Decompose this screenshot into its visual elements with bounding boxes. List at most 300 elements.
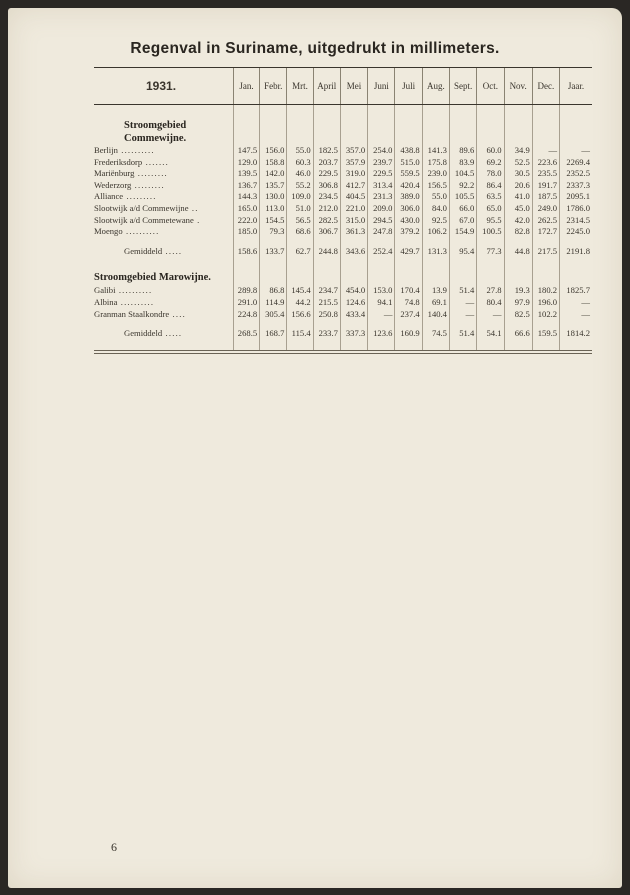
value-cell: 55.0: [422, 191, 449, 203]
value-cell: 114.9: [260, 297, 287, 309]
empty-cell: [477, 269, 504, 285]
value-cell: 231.3: [368, 191, 395, 203]
month-header: Febr.: [260, 68, 287, 105]
spacer: [94, 105, 233, 120]
value-cell: 83.9: [449, 157, 476, 169]
avg-value-cell: 268.5: [233, 328, 259, 340]
value-cell: 86.4: [477, 180, 504, 192]
value-cell: —: [560, 309, 592, 321]
value-cell: 105.5: [449, 191, 476, 203]
empty-cell: [532, 320, 559, 328]
empty-cell: [233, 340, 259, 350]
value-cell: 389.0: [395, 191, 422, 203]
value-cell: —: [560, 297, 592, 309]
empty-cell: [477, 320, 504, 328]
empty-cell: [260, 257, 287, 269]
value-cell: 86.8: [260, 285, 287, 297]
section-title: Stroomgebied: [124, 120, 187, 131]
value-cell: 154.5: [260, 215, 287, 227]
station-name: Mariënburg .........: [94, 168, 168, 179]
empty-cell: [395, 132, 422, 145]
empty-cell: [233, 132, 259, 145]
value-cell: 357.9: [340, 157, 367, 169]
value-cell: 66.0: [449, 203, 476, 215]
value-cell: 136.7: [233, 180, 259, 192]
value-cell: 102.2: [532, 309, 559, 321]
empty-cell: [368, 238, 395, 246]
value-cell: 170.4: [395, 285, 422, 297]
value-cell: —: [560, 145, 592, 157]
section-title-row: [94, 269, 592, 285]
value-cell: 55.2: [287, 180, 313, 192]
value-cell: 67.0: [449, 215, 476, 227]
value-cell: 306.8: [313, 180, 340, 192]
empty-cell: [504, 340, 532, 350]
empty-cell: [532, 269, 559, 285]
value-cell: 52.5: [504, 157, 532, 169]
value-cell: 82.8: [504, 226, 532, 238]
empty-cell: [313, 320, 340, 328]
empty-cell: [422, 320, 449, 328]
header-row: [94, 68, 592, 105]
value-cell: —: [368, 309, 395, 321]
empty-cell: [395, 119, 422, 132]
value-cell: 34.9: [504, 145, 532, 157]
spacer: [94, 340, 233, 350]
empty-cell: [287, 119, 313, 132]
empty-cell: [340, 119, 367, 132]
month-header: Juli: [395, 68, 422, 105]
empty-cell: [477, 238, 504, 246]
value-cell: 239.7: [368, 157, 395, 169]
value-cell: 154.9: [449, 226, 476, 238]
empty-cell: [560, 340, 592, 350]
table-row: [94, 285, 592, 297]
year-header: 1931.: [94, 68, 233, 105]
empty-cell: [477, 119, 504, 132]
empty-cell: [340, 269, 367, 285]
value-cell: 229.5: [368, 168, 395, 180]
value-cell: 237.4: [395, 309, 422, 321]
station-name: Wederzorg .........: [94, 179, 165, 190]
empty-cell: [395, 269, 422, 285]
empty-cell: [395, 340, 422, 350]
empty-cell: [233, 105, 259, 120]
value-cell: 180.2: [532, 285, 559, 297]
month-header: Mrt.: [287, 68, 313, 105]
value-cell: 2352.5: [560, 168, 592, 180]
value-cell: 60.3: [287, 157, 313, 169]
empty-cell: [313, 340, 340, 350]
empty-cell: [340, 340, 367, 350]
empty-cell: [504, 269, 532, 285]
empty-cell: [449, 257, 476, 269]
value-cell: 182.5: [313, 145, 340, 157]
empty-cell: [368, 269, 395, 285]
value-cell: 185.0: [233, 226, 259, 238]
avg-value-cell: 233.7: [313, 328, 340, 340]
value-cell: 139.5: [233, 168, 259, 180]
value-cell: 113.0: [260, 203, 287, 215]
value-cell: 247.8: [368, 226, 395, 238]
value-cell: 319.0: [340, 168, 367, 180]
value-cell: 56.5: [287, 215, 313, 227]
page-number: 6: [111, 840, 117, 854]
empty-cell: [368, 340, 395, 350]
value-cell: 104.5: [449, 168, 476, 180]
empty-cell: [504, 320, 532, 328]
value-cell: 234.7: [313, 285, 340, 297]
value-cell: 239.0: [422, 168, 449, 180]
value-cell: 100.5: [477, 226, 504, 238]
value-cell: 187.5: [532, 191, 559, 203]
empty-cell: [313, 132, 340, 145]
empty-cell: [313, 269, 340, 285]
value-cell: 313.4: [368, 180, 395, 192]
avg-value-cell: 1814.2: [560, 328, 592, 340]
empty-cell: [340, 105, 367, 120]
value-cell: 379.2: [395, 226, 422, 238]
empty-cell: [260, 238, 287, 246]
value-cell: 147.5: [233, 145, 259, 157]
section-title: Stroomgebied Marowijne.: [94, 271, 211, 283]
table-row: [94, 297, 592, 309]
empty-cell: [395, 320, 422, 328]
avg-value-cell: 74.5: [422, 328, 449, 340]
value-cell: 222.0: [233, 215, 259, 227]
table-row: [94, 180, 592, 192]
empty-cell: [340, 320, 367, 328]
value-cell: 156.5: [422, 180, 449, 192]
value-cell: 191.7: [532, 180, 559, 192]
empty-cell: [422, 340, 449, 350]
avg-value-cell: 51.4: [449, 328, 476, 340]
empty-cell: [560, 132, 592, 145]
station-name: Frederiksdorp .......: [94, 156, 170, 167]
value-cell: 2314.5: [560, 215, 592, 227]
empty-cell: [532, 340, 559, 350]
empty-cell: [260, 320, 287, 328]
empty-cell: [260, 105, 287, 120]
table-row: [94, 191, 592, 203]
empty-cell: [313, 238, 340, 246]
empty-cell: [449, 238, 476, 246]
value-cell: 165.0: [233, 203, 259, 215]
value-cell: 212.0: [313, 203, 340, 215]
avg-value-cell: 123.6: [368, 328, 395, 340]
avg-value-cell: 54.1: [477, 328, 504, 340]
spacer-row: [94, 257, 592, 269]
value-cell: 74.8: [395, 297, 422, 309]
value-cell: 1786.0: [560, 203, 592, 215]
empty-cell: [477, 340, 504, 350]
empty-cell: [287, 105, 313, 120]
value-cell: 249.0: [532, 203, 559, 215]
empty-cell: [233, 269, 259, 285]
empty-cell: [449, 269, 476, 285]
value-cell: 42.0: [504, 215, 532, 227]
spacer: [94, 320, 233, 328]
value-cell: 203.7: [313, 157, 340, 169]
value-cell: 2245.0: [560, 226, 592, 238]
station-name: Galibi ..........: [94, 285, 153, 296]
page-title: Regenval in Suriname, uitgedrukt in millimeters.: [130, 40, 500, 57]
empty-cell: [560, 269, 592, 285]
value-cell: 433.4: [340, 309, 367, 321]
station-name: Gemiddeld .....: [124, 328, 183, 339]
table-row: [94, 168, 592, 180]
value-cell: 438.8: [395, 145, 422, 157]
avg-value-cell: 343.6: [340, 246, 367, 258]
empty-cell: [449, 119, 476, 132]
month-header: Jan.: [233, 68, 259, 105]
avg-value-cell: 158.6: [233, 246, 259, 258]
empty-cell: [422, 269, 449, 285]
value-cell: 20.6: [504, 180, 532, 192]
value-cell: 51.0: [287, 203, 313, 215]
avg-value-cell: 44.8: [504, 246, 532, 258]
value-cell: 229.5: [313, 168, 340, 180]
value-cell: 142.0: [260, 168, 287, 180]
station-name: Moengo ..........: [94, 226, 160, 237]
empty-cell: [477, 132, 504, 145]
value-cell: 291.0: [233, 297, 259, 309]
empty-cell: [287, 132, 313, 145]
avg-value-cell: 159.5: [532, 328, 559, 340]
empty-cell: [368, 105, 395, 120]
avg-value-cell: 62.7: [287, 246, 313, 258]
station-name: Slootwijk a/d Commewijne ..: [94, 202, 199, 213]
avg-value-cell: 95.4: [449, 246, 476, 258]
value-cell: 27.8: [477, 285, 504, 297]
value-cell: 13.9: [422, 285, 449, 297]
empty-cell: [449, 132, 476, 145]
empty-cell: [287, 269, 313, 285]
avg-value-cell: 429.7: [395, 246, 422, 258]
value-cell: —: [449, 309, 476, 321]
station-name: Slootwijk a/d Commetewane .: [94, 214, 201, 225]
value-cell: 404.5: [340, 191, 367, 203]
value-cell: 55.0: [287, 145, 313, 157]
value-cell: 2337.3: [560, 180, 592, 192]
value-cell: 141.3: [422, 145, 449, 157]
value-cell: 51.4: [449, 285, 476, 297]
empty-cell: [260, 340, 287, 350]
table-row: [94, 203, 592, 215]
empty-cell: [560, 105, 592, 120]
avg-value-cell: 2191.8: [560, 246, 592, 258]
section-title: Commewijne.: [124, 133, 187, 144]
spacer: [94, 238, 233, 246]
month-header: Juni: [368, 68, 395, 105]
empty-cell: [233, 119, 259, 132]
month-header: Sept.: [449, 68, 476, 105]
value-cell: 124.6: [340, 297, 367, 309]
value-cell: 172.7: [532, 226, 559, 238]
value-cell: 289.8: [233, 285, 259, 297]
value-cell: 306.0: [395, 203, 422, 215]
value-cell: 156.0: [260, 145, 287, 157]
avg-value-cell: 337.3: [340, 328, 367, 340]
section-title-row: [94, 119, 592, 132]
value-cell: 221.0: [340, 203, 367, 215]
value-cell: 515.0: [395, 157, 422, 169]
empty-cell: [233, 238, 259, 246]
value-cell: 175.8: [422, 157, 449, 169]
value-cell: 282.5: [313, 215, 340, 227]
empty-cell: [422, 105, 449, 120]
avg-value-cell: 217.5: [532, 246, 559, 258]
empty-cell: [313, 105, 340, 120]
value-cell: 44.2: [287, 297, 313, 309]
empty-cell: [368, 320, 395, 328]
table-bottom-rule: [94, 350, 592, 351]
empty-cell: [260, 132, 287, 145]
value-cell: 196.0: [532, 297, 559, 309]
empty-cell: [560, 238, 592, 246]
value-cell: 156.6: [287, 309, 313, 321]
avg-value-cell: 133.7: [260, 246, 287, 258]
value-cell: 80.4: [477, 297, 504, 309]
value-cell: 106.2: [422, 226, 449, 238]
empty-cell: [368, 257, 395, 269]
value-cell: 19.3: [504, 285, 532, 297]
spacer-row: [94, 340, 592, 350]
value-cell: 224.8: [233, 309, 259, 321]
table-row: [94, 309, 592, 321]
value-cell: 420.4: [395, 180, 422, 192]
spacer: [94, 257, 233, 269]
avg-value-cell: 244.8: [313, 246, 340, 258]
value-cell: 209.0: [368, 203, 395, 215]
station-name: Alliance .........: [94, 191, 157, 202]
empty-cell: [260, 269, 287, 285]
value-cell: 60.0: [477, 145, 504, 157]
empty-cell: [287, 238, 313, 246]
empty-cell: [504, 105, 532, 120]
value-cell: 109.0: [287, 191, 313, 203]
value-cell: 97.9: [504, 297, 532, 309]
month-header: Nov.: [504, 68, 532, 105]
value-cell: 305.4: [260, 309, 287, 321]
value-cell: 89.6: [449, 145, 476, 157]
value-cell: 69.2: [477, 157, 504, 169]
value-cell: 92.5: [422, 215, 449, 227]
empty-cell: [532, 119, 559, 132]
station-name: Berlijn ..........: [94, 145, 155, 155]
value-cell: 254.0: [368, 145, 395, 157]
value-cell: 153.0: [368, 285, 395, 297]
empty-cell: [395, 105, 422, 120]
table-row: [94, 226, 592, 238]
value-cell: 234.5: [313, 191, 340, 203]
value-cell: 357.0: [340, 145, 367, 157]
empty-cell: [560, 257, 592, 269]
empty-cell: [368, 132, 395, 145]
empty-cell: [233, 320, 259, 328]
value-cell: 41.0: [504, 191, 532, 203]
station-name: Granman Staalkondre ....: [94, 308, 186, 319]
empty-cell: [422, 132, 449, 145]
empty-cell: [287, 340, 313, 350]
value-cell: 92.2: [449, 180, 476, 192]
empty-cell: [449, 105, 476, 120]
value-cell: 158.8: [260, 157, 287, 169]
value-cell: 82.5: [504, 309, 532, 321]
value-cell: 306.7: [313, 226, 340, 238]
empty-cell: [532, 132, 559, 145]
empty-cell: [504, 257, 532, 269]
empty-cell: [532, 105, 559, 120]
value-cell: 294.5: [368, 215, 395, 227]
empty-cell: [504, 119, 532, 132]
empty-cell: [340, 257, 367, 269]
value-cell: 68.6: [287, 226, 313, 238]
empty-cell: [422, 257, 449, 269]
year-total-header: Jaar.: [560, 68, 592, 105]
avg-value-cell: 160.9: [395, 328, 422, 340]
month-header: Dec.: [532, 68, 559, 105]
value-cell: 2095.1: [560, 191, 592, 203]
value-cell: 94.1: [368, 297, 395, 309]
value-cell: 69.1: [422, 297, 449, 309]
value-cell: 30.5: [504, 168, 532, 180]
empty-cell: [313, 257, 340, 269]
avg-value-cell: 66.6: [504, 328, 532, 340]
value-cell: 78.0: [477, 168, 504, 180]
empty-cell: [233, 257, 259, 269]
empty-cell: [560, 119, 592, 132]
empty-cell: [395, 257, 422, 269]
value-cell: 129.0: [233, 157, 259, 169]
value-cell: 262.5: [532, 215, 559, 227]
value-cell: 223.6: [532, 157, 559, 169]
value-cell: 135.7: [260, 180, 287, 192]
empty-cell: [477, 105, 504, 120]
month-header: Aug.: [422, 68, 449, 105]
empty-cell: [449, 320, 476, 328]
empty-cell: [532, 257, 559, 269]
value-cell: —: [532, 145, 559, 157]
value-cell: 144.3: [233, 191, 259, 203]
section-title-row: [94, 132, 592, 145]
value-cell: 84.0: [422, 203, 449, 215]
value-cell: 235.5: [532, 168, 559, 180]
value-cell: 215.5: [313, 297, 340, 309]
avg-value-cell: 115.4: [287, 328, 313, 340]
value-cell: 65.0: [477, 203, 504, 215]
empty-cell: [560, 320, 592, 328]
month-header: Oct.: [477, 68, 504, 105]
month-header: April: [313, 68, 340, 105]
empty-cell: [449, 340, 476, 350]
value-cell: 130.0: [260, 191, 287, 203]
table-row: [94, 145, 592, 157]
value-cell: —: [449, 297, 476, 309]
empty-cell: [340, 132, 367, 145]
average-row: [94, 328, 592, 340]
value-cell: 454.0: [340, 285, 367, 297]
empty-cell: [340, 238, 367, 246]
table-row: [94, 157, 592, 169]
value-cell: 45.0: [504, 203, 532, 215]
station-name: Gemiddeld .....: [124, 245, 183, 256]
empty-cell: [395, 238, 422, 246]
value-cell: 140.4: [422, 309, 449, 321]
month-header: Mei: [340, 68, 367, 105]
spacer-row: [94, 238, 592, 246]
empty-cell: [313, 119, 340, 132]
